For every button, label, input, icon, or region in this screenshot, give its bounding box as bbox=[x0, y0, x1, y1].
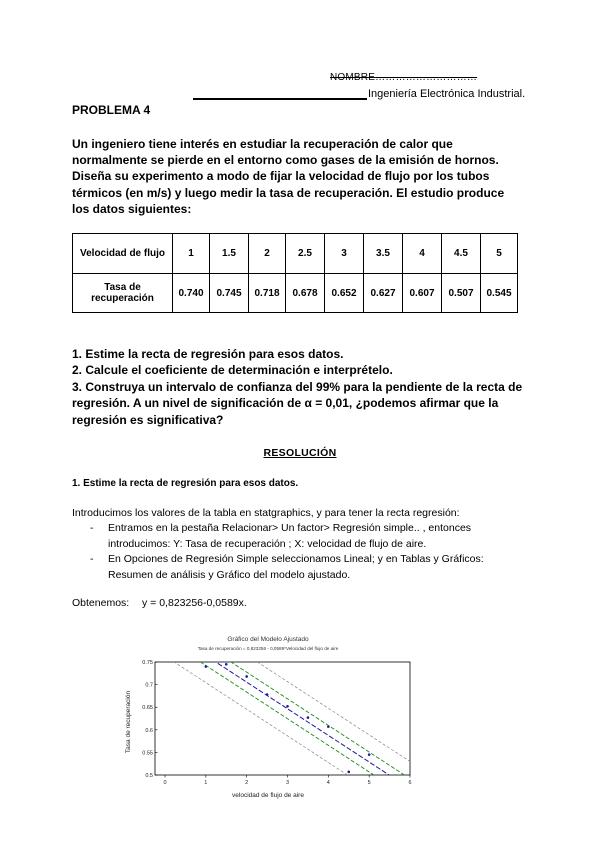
resolution-subheading: 1. Estime la recta de regresión para esos datos. bbox=[72, 478, 299, 489]
table-cell: 3.5 bbox=[364, 234, 403, 274]
data-table bbox=[72, 233, 518, 313]
table-cell: 2.5 bbox=[286, 234, 325, 274]
row-header: Tasa de recuperación bbox=[73, 274, 173, 313]
steps-list bbox=[90, 521, 530, 583]
table-cell: 0.745 bbox=[210, 274, 249, 313]
table-cell: 0.718 bbox=[249, 274, 286, 313]
y-tick-label: 0.5 bbox=[145, 773, 153, 779]
list-item bbox=[90, 552, 530, 583]
x-tick-label: 0 bbox=[163, 780, 167, 786]
list-item bbox=[90, 521, 530, 552]
questions-list bbox=[72, 346, 532, 428]
table-cell: 0.652 bbox=[325, 274, 364, 313]
question-line: 2. Calcule el coeficiente de determinación e interprételo. bbox=[72, 363, 393, 378]
x-tick-label: 3 bbox=[285, 780, 290, 786]
data-point bbox=[225, 663, 228, 666]
fitted-line bbox=[165, 630, 410, 789]
list-item-line: - En Opciones de Regresión Simple seleccionamos Lineal; y en Tablas y Gráficos: bbox=[108, 553, 484, 565]
y-tick-label: 0.75 bbox=[142, 660, 153, 666]
intro-line: térmicos (en m/s) y luego medir la tasa de recuperación. El estudio produce bbox=[72, 185, 505, 200]
intro-line: Un ingeniero tiene interés en estudiar la recuperación de calor que bbox=[72, 137, 453, 151]
name-label: NOMBRE bbox=[330, 72, 376, 83]
table-cell: 0.678 bbox=[286, 274, 325, 313]
result-line bbox=[72, 597, 247, 609]
data-point bbox=[286, 705, 289, 708]
x-tick-label: 2 bbox=[245, 780, 249, 786]
name-value: ………………………… bbox=[375, 72, 478, 83]
x-tick-label: 4 bbox=[326, 780, 330, 786]
header-rule bbox=[193, 98, 367, 100]
table-row-tasa bbox=[73, 274, 518, 313]
confidence-band-upper bbox=[165, 630, 410, 779]
question-line: 3. Construya un intervalo de confianza del 99% para la pendiente de la recta de bbox=[72, 379, 523, 394]
chart-subtitle: Tasa de recuperación = 0,823256 - 0,0589*Velocidad del flujo de aire bbox=[197, 646, 339, 651]
list-item-line: introducimos: Y: Tasa de recuperación ; X: velocidad de flujo de aire. bbox=[108, 537, 427, 550]
list-item-line: Resumen de análisis y Gráfico del modelo ajustado. bbox=[108, 568, 351, 581]
y-tick-label: 0.65 bbox=[142, 705, 153, 712]
table-cell: 0.545 bbox=[481, 274, 518, 313]
question-line: 1. Estime la recta de regresión para esos datos. bbox=[72, 347, 344, 361]
intro-line: Diseña su experimento a modo de fijar la velocidad de flujo por los tubos bbox=[72, 169, 490, 184]
table-cell: 4 bbox=[403, 234, 442, 274]
table-cell: 1.5 bbox=[210, 234, 249, 274]
intro-line: los datos siguientes: bbox=[72, 201, 192, 216]
x-tick-label: 1 bbox=[204, 780, 208, 786]
data-point bbox=[307, 716, 310, 719]
name-field bbox=[330, 72, 477, 83]
y-tick-label: 0.7 bbox=[145, 682, 153, 689]
table-cell: 4.5 bbox=[442, 234, 481, 274]
chart-title: Gráfico del Modelo Ajustado bbox=[227, 636, 309, 643]
table-cell: 0.607 bbox=[403, 274, 442, 313]
resolution-paragraph: Introducimos los valores de la tabla en statgraphics, y para tener la recta regresión: bbox=[72, 507, 460, 519]
data-point bbox=[266, 693, 269, 696]
table-cell: 0.740 bbox=[173, 274, 210, 313]
problem-title: PROBLEMA 4 bbox=[72, 103, 151, 117]
table-cell: 0.507 bbox=[442, 274, 481, 313]
intro-line: normalmente se pierde en el entorno como gases de la emisión de hornos. bbox=[72, 153, 499, 168]
table-row-velocidad bbox=[73, 234, 518, 274]
data-point bbox=[205, 665, 208, 668]
fitted-model-chart bbox=[110, 630, 420, 805]
x-axis-label: velocidad de flujo de aire bbox=[232, 792, 304, 799]
resolution-title: RESOLUCIÓN bbox=[263, 447, 337, 459]
y-axis-label: Tasa de recuperación bbox=[125, 690, 132, 754]
question-line: regresión es significativa? bbox=[72, 412, 224, 427]
data-point bbox=[327, 725, 330, 728]
plot-marks bbox=[142, 630, 411, 805]
x-tick-label: 5 bbox=[367, 780, 371, 786]
list-item-line: - Entramos en la pestaña Relacionar> Un factor> Regresión simple.. , entonces bbox=[108, 522, 472, 534]
row-header: Velocidad de flujo bbox=[73, 234, 173, 274]
y-tick-label: 0.55 bbox=[142, 750, 153, 757]
career-label: Ingeniería Electrónica Industrial. bbox=[368, 88, 526, 100]
table-cell: 5 bbox=[481, 234, 518, 274]
table-cell: 1 bbox=[173, 234, 210, 274]
regression-equation: y = 0,823256-0,0589x. bbox=[142, 597, 247, 609]
y-tick-label: 0.6 bbox=[145, 727, 153, 734]
data-point bbox=[368, 753, 371, 756]
table-cell: 3 bbox=[325, 234, 364, 274]
table-cell: 0.627 bbox=[364, 274, 403, 313]
question-line: regresión. A un nivel de significación de α = 0,01, ¿podemos afirmar que la bbox=[72, 396, 499, 411]
data-point bbox=[245, 675, 248, 678]
table-cell: 2 bbox=[249, 234, 286, 274]
data-point bbox=[347, 771, 350, 774]
result-label: Obtenemos: bbox=[72, 597, 130, 609]
problem-statement bbox=[72, 136, 532, 217]
x-tick-label: 6 bbox=[408, 780, 412, 786]
plot-frame bbox=[155, 662, 410, 775]
